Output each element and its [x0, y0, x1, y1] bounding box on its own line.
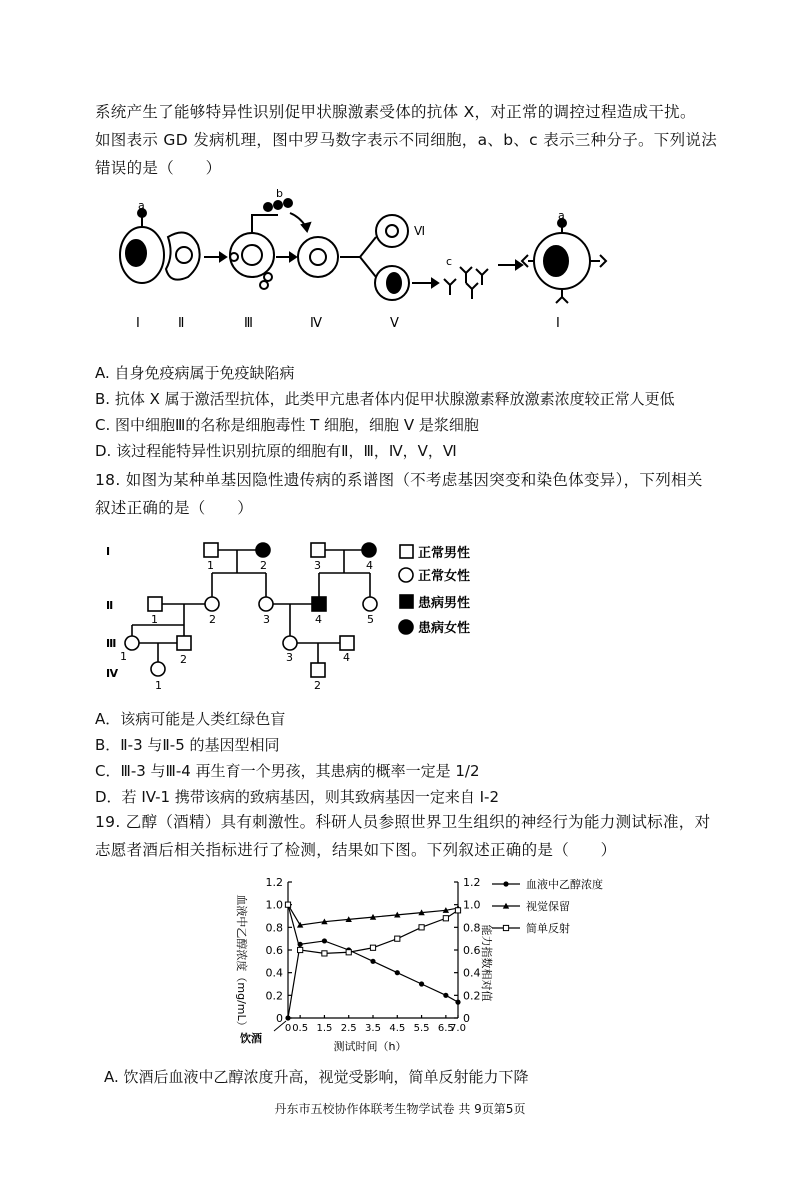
gen3-3-normal-female [283, 636, 297, 650]
cell-iii-receptor [230, 253, 238, 261]
gen4-num-1: 1 [155, 679, 162, 692]
label-molecule-b: b [276, 187, 283, 200]
gen3-1-normal-female [125, 636, 139, 650]
x-tick-label: 5.5 [413, 1023, 430, 1034]
legend-affected-male-symbol [400, 595, 413, 608]
label-cell-ii: Ⅱ [178, 316, 185, 331]
x-tick-label: 0 [284, 1023, 292, 1034]
point-reflex [322, 951, 327, 956]
q17-option-d: D. 该过程能特异性识别抗原的细胞有Ⅱ，Ⅲ，Ⅳ，Ⅴ，Ⅵ [95, 442, 457, 460]
legend-reflex: 简单反射 [526, 922, 570, 935]
gen1-2-affected-female [256, 543, 270, 557]
gen2-1-normal-male [148, 597, 162, 611]
point-reflex [443, 916, 448, 921]
cell-ii-nucleus [176, 247, 192, 263]
q19-line2: 志愿者酒后相关指标进行了检测，结果如下图。下列叙述正确的是（ ） [95, 841, 617, 859]
y-tick-label-right: 0.8 [463, 921, 481, 935]
gen2-num-4: 4 [315, 613, 322, 626]
q18-option-a: A．该病可能是人类红绿色盲 [95, 710, 286, 728]
label-cell-iv: Ⅳ [310, 316, 322, 331]
gen1-1-normal-male [204, 543, 218, 557]
point-ethanol [443, 993, 448, 998]
point-ethanol [322, 938, 327, 943]
label-cell-vi: Ⅵ [414, 224, 426, 238]
antibody-c [444, 279, 456, 295]
legend-affected-female-symbol [399, 620, 413, 634]
point-ethanol [395, 970, 400, 975]
legend-marker-ethanol [503, 881, 508, 886]
x-tick-label: 4.5 [389, 1023, 406, 1034]
gen3-num-2: 2 [180, 653, 187, 666]
q17-option-b: B. 抗体 X 属于激活型抗体，此类甲亢患者体内促甲状腺激素释放激素浓度较正常人更低 [95, 390, 675, 408]
y-tick-label-right: 1.2 [463, 876, 481, 889]
legend-marker-reflex [503, 925, 508, 930]
y-tick-label-left: 0.6 [265, 944, 283, 957]
gen2-5-normal-female [363, 597, 377, 611]
y-tick-label-right: 0.6 [463, 944, 481, 957]
q17-option-c: C. 图中细胞Ⅲ的名称是细胞毒性 T 细胞，细胞 V 是浆细胞 [95, 416, 479, 434]
y-tick-label-left: 0.8 [265, 921, 283, 935]
y-tick-label-left: 1.2 [265, 876, 283, 889]
point-reflex [285, 902, 290, 907]
q18-option-d: D．若 IV-1 携带该病的致病基因，则其致病基因一定来自 I-2 [95, 788, 499, 806]
legend-normal-male: 正常男性 [418, 546, 471, 561]
q18-line1: 18. 如图为某种单基因隐性遗传病的系谱图（不考虑基因突变和染色体变异），下列相关 [95, 471, 703, 489]
gen3-num-1: 1 [120, 650, 127, 663]
legend-ethanol: 血液中乙醇浓度 [526, 878, 603, 891]
q18-option-c: C．Ⅲ-3 与Ⅲ-4 再生育一个男孩，其患病的概率一定是 1/2 [95, 762, 480, 780]
gen2-num-5: 5 [367, 613, 374, 626]
gen-label-iv: Ⅳ [106, 667, 119, 680]
cell-iv [298, 237, 338, 277]
x-tick-label: 1.5 [316, 1023, 333, 1034]
y-tick-label-right: 0.4 [463, 966, 481, 980]
gen-label-i: Ⅰ [106, 545, 111, 558]
q17-line2: 如图表示 GD 发病机理，图中罗马数字表示不同细胞，a、b、c 表示三种分子。下列说法 [95, 131, 717, 149]
point-reflex [419, 925, 424, 930]
gen-label-ii: Ⅱ [106, 599, 114, 612]
q19-option-a: A. 饮酒后血液中乙醇浓度升高，视觉受影响，简单反射能力下降 [104, 1068, 529, 1086]
gen3-num-3: 3 [286, 651, 293, 664]
point-reflex [346, 950, 351, 955]
cell-vi [376, 215, 408, 247]
gen3-2-normal-male [177, 636, 191, 650]
label-cell-v: Ⅴ [390, 316, 399, 331]
gen4-1-normal-female [151, 662, 165, 676]
gen-label-iii: Ⅲ [106, 637, 117, 650]
y-tick-label-left: 0 [276, 1012, 283, 1025]
label-molecule-a-right: a [558, 209, 565, 222]
gen1-num-1: 1 [207, 559, 214, 572]
q19-line1: 19. 乙醇（酒精）具有刺激性。科研人员参照世界卫生组织的神经行为能力测试标准，对 [95, 813, 711, 831]
cell-iii-nucleus [242, 245, 262, 265]
y-tick-label-right: 1.0 [463, 898, 481, 912]
label-cell-i: Ⅰ [136, 316, 140, 331]
immune-mechanism-figure [100, 185, 620, 335]
point-ethanol [419, 981, 424, 986]
q17-option-a: A. 自身免疫病属于免疫缺陷病 [95, 364, 295, 382]
y-tick-label-left: 0.2 [265, 989, 283, 1003]
point-ethanol [455, 1000, 460, 1005]
label-molecule-a: a [138, 199, 145, 212]
label-molecule-c: c [446, 255, 453, 268]
legend-affected-female: 患病女性 [418, 621, 471, 636]
legend-affected-male: 患病男性 [418, 596, 471, 611]
y-tick-label-left: 1.0 [265, 898, 283, 912]
point-reflex [298, 947, 303, 952]
point-reflex [370, 945, 375, 950]
q17-line3: 错误的是（ ） [95, 159, 222, 177]
cell-i-nucleus [126, 240, 146, 266]
gen1-num-4: 4 [366, 559, 373, 572]
y-tick-label-left: 0.4 [265, 966, 283, 980]
legend-normal-male-symbol [400, 545, 413, 558]
label-cell-i-right: Ⅰ [556, 316, 560, 331]
annotation-drinking: 饮酒 [240, 1032, 262, 1045]
x-axis-label: 测试时间（h） [333, 1040, 407, 1053]
point-ethanol [370, 959, 375, 964]
gen2-2-normal-female [205, 597, 219, 611]
page-footer: 丹东市五校协作体联考生物学试卷 共 9页第5页 [274, 1102, 526, 1116]
pedigree-chart [100, 535, 500, 695]
q18-line2: 叙述正确的是（ ） [95, 499, 254, 517]
gen2-num-3: 3 [263, 613, 270, 626]
legend-normal-female-symbol [399, 568, 413, 582]
point-reflex [395, 936, 400, 941]
y-tick-label-right: 0.2 [463, 989, 481, 1003]
q18-option-b: B．Ⅱ-3 与Ⅱ-5 的基因型相同 [95, 736, 280, 754]
gen1-num-3: 3 [314, 559, 321, 572]
cell-ii [166, 233, 200, 280]
x-tick-label: 2.5 [340, 1023, 357, 1034]
x-tick-label: 3.5 [365, 1023, 381, 1034]
label-cell-iii: Ⅲ [244, 316, 253, 331]
gen1-3-normal-male [311, 543, 325, 557]
legend-normal-female: 正常女性 [418, 569, 471, 584]
x-tick-label: 7.0 [450, 1023, 466, 1034]
gen2-num-1: 1 [151, 613, 158, 626]
gen4-2-normal-male [311, 663, 325, 677]
molecule-b-1 [264, 203, 272, 211]
ethanol-chart [230, 868, 650, 1058]
x-tick-label: 6.5 [437, 1023, 454, 1034]
y-axis-right-label: 能力指数相对值 [480, 924, 493, 1002]
gen2-num-2: 2 [209, 613, 216, 626]
point-reflex [455, 908, 460, 913]
gen4-num-2: 2 [314, 679, 321, 692]
series-line-0 [288, 941, 458, 1018]
gen3-num-4: 4 [343, 651, 350, 664]
q17-line1: 系统产生了能够特异性识别促甲状腺激素受体的抗体 X，对正常的调控过程造成干扰。 [95, 103, 696, 121]
gen2-3-normal-female [259, 597, 273, 611]
gen1-4-affected-female [362, 543, 376, 557]
gen3-4-normal-male [340, 636, 354, 650]
y-axis-left-label: 血液中乙醇浓度（mg/mL） [235, 894, 248, 1032]
y-tick-label-right: 0 [463, 1012, 470, 1025]
gen2-4-affected-male [312, 597, 326, 611]
x-tick-label: 0.5 [292, 1023, 309, 1034]
point-ethanol [285, 1015, 290, 1020]
legend-vision: 视觉保留 [526, 900, 570, 913]
gen1-num-2: 2 [260, 559, 267, 572]
